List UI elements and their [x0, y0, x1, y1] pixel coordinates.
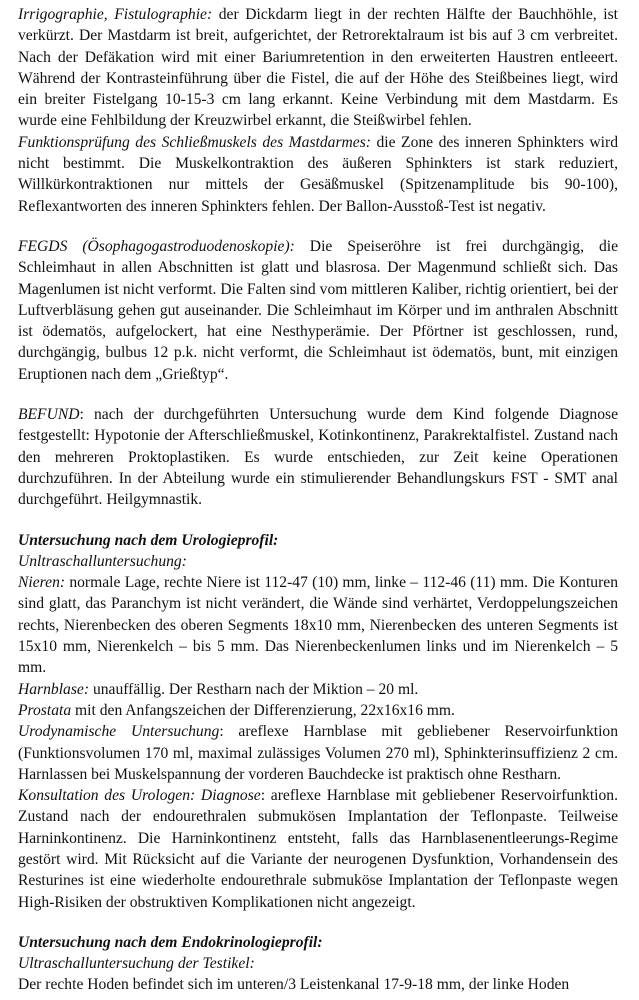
harnblase-text: unauffällig. Der Restharn nach der Miktion – 20 ml.: [89, 680, 419, 698]
irrigographie-text: der Dickdarm liegt in der rechten Hälfte der Bauchhöhle, ist verkürzt. Der Mastdarm ist breit, aufgerichtet, der Retrorektalraum ist bis auf 3 cm verbreitet. Nach der Defäkation wird mit einer Bariumretention in den erweiterten Haustren entleeert. Während der Kontrasteinführung über die Fistel, die auf der Höhe des Steißbeines liegt, wird ein breiter Fistelgang 10-15-3 cm lang erkannt. Keine Verbindung mit dem Mastdarm. Es wurde eine Fehlbildung der Kreuzwirbel erkannt, die Steißwirbel fehlen.: [18, 6, 619, 130]
irrigographie-label: Irrigographie, Fistulographie:: [18, 6, 213, 23]
prostata-label: Prostata: [18, 701, 72, 719]
befund-paragraph: [18, 404, 618, 510]
sphinkter-text: die Zone des inneren Sphinkters wird nicht bestimmt. Die Muskelkontraktion des äußeren Sphinkters ist stark reduziert, Willkürkontraktionen nur mittels der Gesäßmuskel (Spitzenamplitude bis 90-100), Reflexantworten des inneren Sphinkters fehlen. Der Ballon-Ausstoß-Test ist negativ.: [18, 133, 618, 215]
harnblase-paragraph: [18, 679, 618, 700]
befund-label: BEFUND: [18, 406, 80, 424]
ultraschall-subheading: Unltraschalluntersuchung:: [18, 552, 187, 570]
nieren-text: normale Lage, rechte Niere ist 112-47 (10) mm, linke – 112-46 (11) mm. Die Konturen sind glatt, das Paranchym ist nicht verändert, die Wände sind verhärtet, Verdoppelungszeichen rechts, Nierenbecken des oberen Segments 18x10 mm, Nierenbecken des unteren Segments ist 15x10 mm, Nierenkelch – bis 5 mm. Das Nierenbeckenlumen links und im Nierenkelch – 5 mm.: [18, 574, 618, 677]
nieren-label: Nieren:: [18, 574, 66, 592]
fegds-paragraph: [18, 236, 618, 385]
fegds-text: Die Speiseröhre ist frei durchgängig, die Schleimhaut in allen Abschnitten ist glatt und blasrosa. Der Magenmund schließt sich. Das Magenlumen ist nicht verformt. Die Falten sind vom mittleren Kaliber, richtig orientiert, bei der Luftverbläsung gehen gut auseinander. Die Schleimhaut im Körper und im anthralen Abschnitt ist ödematös, aufgelockert, hat eine Nesthyperämie. Der Pförtner ist geschlossen, rund, durchgängig, bulbus 12 p.k. nicht verformt, die Schleimhaut ist ödematös, bunt, mit einzigen Eruptionen nach dem „Grießtyp“.: [18, 237, 618, 383]
urodynamik-label: Urodynamische Untersuchung: [18, 723, 220, 741]
testikel-subheading: Ultraschalluntersuchung der Testikel:: [18, 955, 255, 973]
harnblase-label: Harnblase:: [18, 680, 90, 698]
sphinkter-paragraph: [18, 132, 618, 217]
nieren-paragraph: [18, 572, 618, 678]
urodynamik-paragraph: [18, 721, 618, 785]
spacer: [18, 511, 618, 530]
konsultation-text: : areflexe Harnblase mit gebliebener Reservoirfunktion. Zustand nach der endourethralen submukösen Implantation der Teflonpaste. Teilweise Harninkontinenz. Die Harninkontinenz entsteht, falls das Harnblasenentleerungs-Regime gestört wird. Mit Rücksicht auf die Variante der neurogenen Dysfunktion, Vorhandensein des Resturines ist eine wiederholte endourethrale submuköse Implantation der Teflonpaste wegen High-Risiken der obstruktiven Komplikationen nicht angezeigt.: [18, 787, 618, 911]
spacer: [18, 913, 618, 932]
befund-text: : nach der durchgeführten Untersuchung wurde dem Kind folgende Diagnose festgestellt: Hypotonie der Afterschließmuskel, Kotinkontinenz, Parakrektalfistel. Zustand nach den mehreren Proktoplastiken. Es wurde entschieden, zur Zeit keine Operationen durchzuführen. In der Abteilung wurde ein stimulierender Behandlungskurs FST - SMT anal durchgeführt. Heilgymnastik.: [18, 406, 618, 509]
endokrinologie-heading: Untersuchung nach dem Endokrinologieprofil:: [18, 933, 323, 951]
spacer: [18, 217, 618, 236]
sphinkter-label: Funktionsprüfung des Schließmuskels des Mastdarmes:: [18, 133, 371, 151]
konsultation-label: Konsultation des Urologen: Diagnose: [18, 787, 261, 805]
testikel-paragraph: Der rechte Hoden befindet sich im unteren/3 Leistenkanal 17-9-18 mm, der linke Hoden: [18, 976, 570, 994]
urologie-heading: Untersuchung nach dem Urologieprofil:: [18, 531, 279, 549]
prostata-text: mit den Anfangszeichen der Differenzierung, 22x16x16 mm.: [71, 701, 455, 719]
spacer: [18, 385, 618, 404]
prostata-paragraph: [18, 700, 618, 721]
urodynamik-text: : areflexe Harnblase mit gebliebener Reservoirfunktion (Funktionsvolumen 170 ml, maximal zulässiges Volumen 270 ml), Sphinkterinsuffizienz 2 cm. Harnlassen bei Muskelspannung der vorderen Bauchdecke ist praktisch ohne Restharn.: [18, 723, 618, 783]
irrigographie-paragraph: [18, 4, 618, 132]
document-page: [18, 4, 618, 996]
fegds-label: FEGDS (Ösophagogastroduodenoskopie):: [18, 237, 295, 255]
konsultation-paragraph: [18, 785, 618, 913]
